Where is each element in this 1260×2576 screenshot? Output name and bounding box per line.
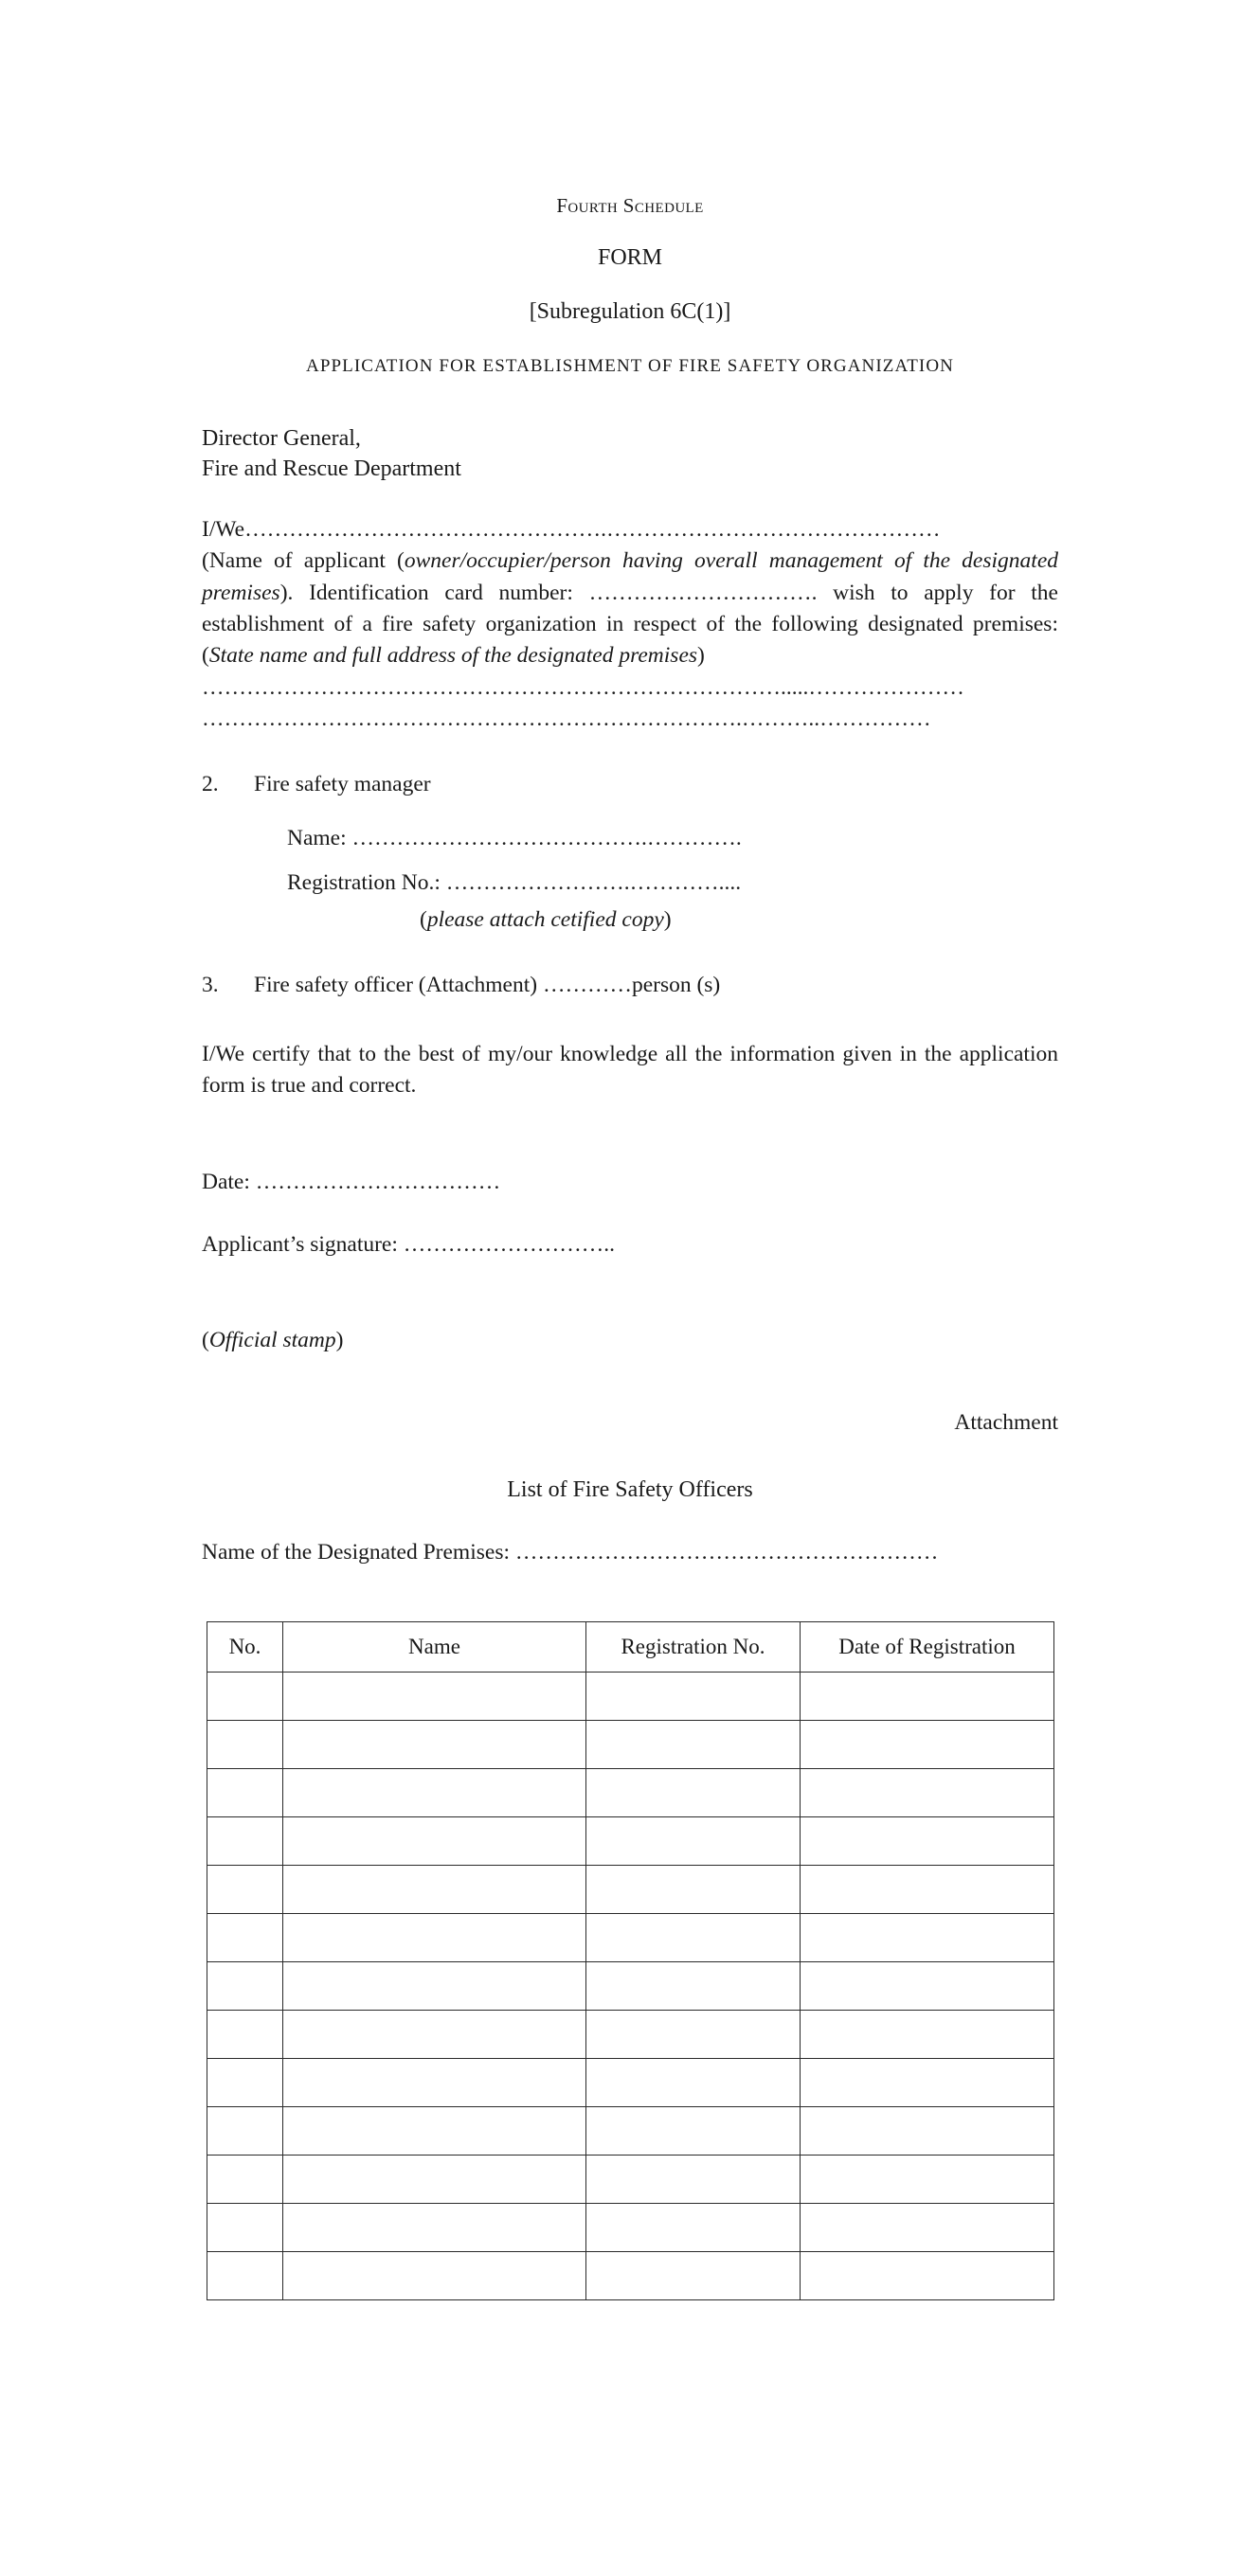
column-header-registration-no: Registration No. xyxy=(586,1621,801,1672)
addressee-line-1: Director General, xyxy=(202,425,361,451)
fire-safety-officers-table xyxy=(207,1621,1054,2300)
table-cell[interactable] xyxy=(207,2058,283,2106)
table-row[interactable] xyxy=(207,1816,1054,1865)
table-cell[interactable] xyxy=(586,2106,801,2155)
addressee-block xyxy=(202,423,1058,484)
table-cell[interactable] xyxy=(283,1672,586,1720)
table-cell[interactable] xyxy=(586,2058,801,2106)
table-row[interactable] xyxy=(207,2058,1054,2106)
declaration-italic-1: owner/occupier/person having overall management of the designated premises xyxy=(202,548,1058,605)
table-cell[interactable] xyxy=(586,1768,801,1816)
applicant-signature-field: Applicant’s signature: ……………………….. xyxy=(202,1232,616,1258)
date-field: Date: …………………………… xyxy=(202,1169,501,1194)
item-fire-safety-manager xyxy=(202,769,1058,800)
table-cell[interactable] xyxy=(801,2010,1054,2058)
table-cell[interactable] xyxy=(207,1768,283,1816)
table-cell[interactable] xyxy=(283,1816,586,1865)
table-cell[interactable] xyxy=(586,2251,801,2299)
table-cell[interactable] xyxy=(207,1961,283,2010)
application-title: APPLICATION FOR ESTABLISHMENT OF FIRE SAFETY ORGANIZATION xyxy=(306,355,954,376)
table-cell[interactable] xyxy=(283,1768,586,1816)
officers-table-header-row xyxy=(207,1621,1054,1672)
table-cell[interactable] xyxy=(586,1913,801,1961)
official-stamp-note xyxy=(202,1325,1058,1356)
premises-blank-line-2: ……………………………………………………………….………..…………… xyxy=(202,707,931,732)
table-cell[interactable] xyxy=(207,1913,283,1961)
table-cell[interactable] xyxy=(283,1913,586,1961)
item-2-label: Fire safety manager xyxy=(254,772,431,797)
designated-premises-field: Name of the Designated Premises: ………………………………………………… xyxy=(202,1539,939,1565)
column-header-date-of-registration: Date of Registration xyxy=(801,1621,1054,1672)
iwe-blank-line xyxy=(202,517,940,542)
table-row[interactable] xyxy=(207,1961,1054,2010)
table-cell[interactable] xyxy=(283,1865,586,1913)
table-cell[interactable] xyxy=(801,1768,1054,1816)
table-cell[interactable] xyxy=(801,2203,1054,2251)
attachment-label: Attachment xyxy=(954,1410,1058,1436)
table-cell[interactable] xyxy=(586,2010,801,2058)
premises-blank-line-1: …………………………………………………………………….....………………… xyxy=(202,674,964,700)
table-row[interactable] xyxy=(207,2155,1054,2203)
addressee-line-2: Fire and Rescue Department xyxy=(202,456,461,481)
table-cell[interactable] xyxy=(801,2155,1054,2203)
iwe-label: I/We xyxy=(202,516,245,542)
schedule-title: Fourth Schedule xyxy=(556,194,704,217)
table-cell[interactable] xyxy=(586,1816,801,1865)
item-3-label: Fire safety officer (Attachment) …………person (s) xyxy=(254,972,721,997)
table-cell[interactable] xyxy=(586,1865,801,1913)
table-cell[interactable] xyxy=(207,1816,283,1865)
table-row[interactable] xyxy=(207,1720,1054,1768)
certified-copy-note xyxy=(202,904,1058,936)
item-3-number: 3. xyxy=(202,972,219,997)
table-cell[interactable] xyxy=(207,2106,283,2155)
table-cell[interactable] xyxy=(586,1672,801,1720)
table-row[interactable] xyxy=(207,2010,1054,2058)
note-open-paren: ( xyxy=(420,907,427,933)
table-cell[interactable] xyxy=(586,2155,801,2203)
table-row[interactable] xyxy=(207,1672,1054,1720)
declaration-part-1: (Name of applicant ( xyxy=(202,548,405,574)
table-cell[interactable] xyxy=(283,2203,586,2251)
item-2-number: 2. xyxy=(202,772,219,797)
manager-registration-field: Registration No.: …………………….………….... xyxy=(287,870,742,896)
table-row[interactable] xyxy=(207,2203,1054,2251)
stamp-open-paren: ( xyxy=(202,1328,209,1353)
table-cell[interactable] xyxy=(586,2203,801,2251)
table-cell[interactable] xyxy=(801,1961,1054,2010)
table-cell[interactable] xyxy=(283,1720,586,1768)
table-cell[interactable] xyxy=(207,1672,283,1720)
column-header-no: No. xyxy=(207,1621,283,1672)
declaration-part-2: ). Identification card number: …………………………. wish to apply for the establishment of a fire safety organization in respect of the following designated premises: ( xyxy=(202,580,1058,669)
officers-table-body xyxy=(207,1672,1054,2299)
iwe-dots: ………………………………………….……………………………………… xyxy=(244,516,941,542)
table-row[interactable] xyxy=(207,1768,1054,1816)
table-cell[interactable] xyxy=(207,1865,283,1913)
certification-paragraph: I/We certify that to the best of my/our knowledge all the information given in the application form is true and correct. xyxy=(202,1041,1058,1099)
table-cell[interactable] xyxy=(586,1720,801,1768)
table-cell[interactable] xyxy=(801,1816,1054,1865)
table-cell[interactable] xyxy=(207,2010,283,2058)
table-cell[interactable] xyxy=(283,2251,586,2299)
officers-table-head xyxy=(207,1621,1054,1672)
table-cell[interactable] xyxy=(207,2251,283,2299)
table-row[interactable] xyxy=(207,1913,1054,1961)
table-cell[interactable] xyxy=(207,2203,283,2251)
note-text: please attach cetified copy xyxy=(426,907,664,933)
officers-list-heading: List of Fire Safety Officers xyxy=(507,1477,753,1503)
table-cell[interactable] xyxy=(801,1913,1054,1961)
table-cell[interactable] xyxy=(801,2106,1054,2155)
stamp-close-paren: ) xyxy=(335,1328,344,1353)
table-row[interactable] xyxy=(207,2251,1054,2299)
column-header-name: Name xyxy=(283,1621,586,1672)
applicant-declaration xyxy=(202,514,1058,672)
table-cell[interactable] xyxy=(207,2155,283,2203)
table-cell[interactable] xyxy=(283,2010,586,2058)
table-cell[interactable] xyxy=(283,1961,586,2010)
item-fire-safety-officer xyxy=(202,970,1058,1001)
manager-name-field: Name: ………………………………….…………. xyxy=(287,826,742,851)
declaration-italic-2: State name and full address of the designated premises xyxy=(208,643,698,669)
table-cell[interactable] xyxy=(801,1720,1054,1768)
note-close-paren: ) xyxy=(663,907,672,933)
table-cell[interactable] xyxy=(801,2251,1054,2299)
table-cell[interactable] xyxy=(801,2058,1054,2106)
stamp-text: Official stamp xyxy=(208,1328,336,1353)
table-cell[interactable] xyxy=(283,2058,586,2106)
table-cell[interactable] xyxy=(207,1720,283,1768)
table-cell[interactable] xyxy=(283,2106,586,2155)
table-cell[interactable] xyxy=(801,1672,1054,1720)
declaration-part-3: ) xyxy=(697,643,705,669)
form-title: FORM xyxy=(597,245,663,271)
table-cell[interactable] xyxy=(283,2155,586,2203)
table-cell[interactable] xyxy=(586,1961,801,2010)
subregulation-reference: [Subregulation 6C(1)] xyxy=(529,298,731,324)
table-row[interactable] xyxy=(207,2106,1054,2155)
table-row[interactable] xyxy=(207,1865,1054,1913)
table-cell[interactable] xyxy=(801,1865,1054,1913)
document-content xyxy=(202,0,1058,2300)
